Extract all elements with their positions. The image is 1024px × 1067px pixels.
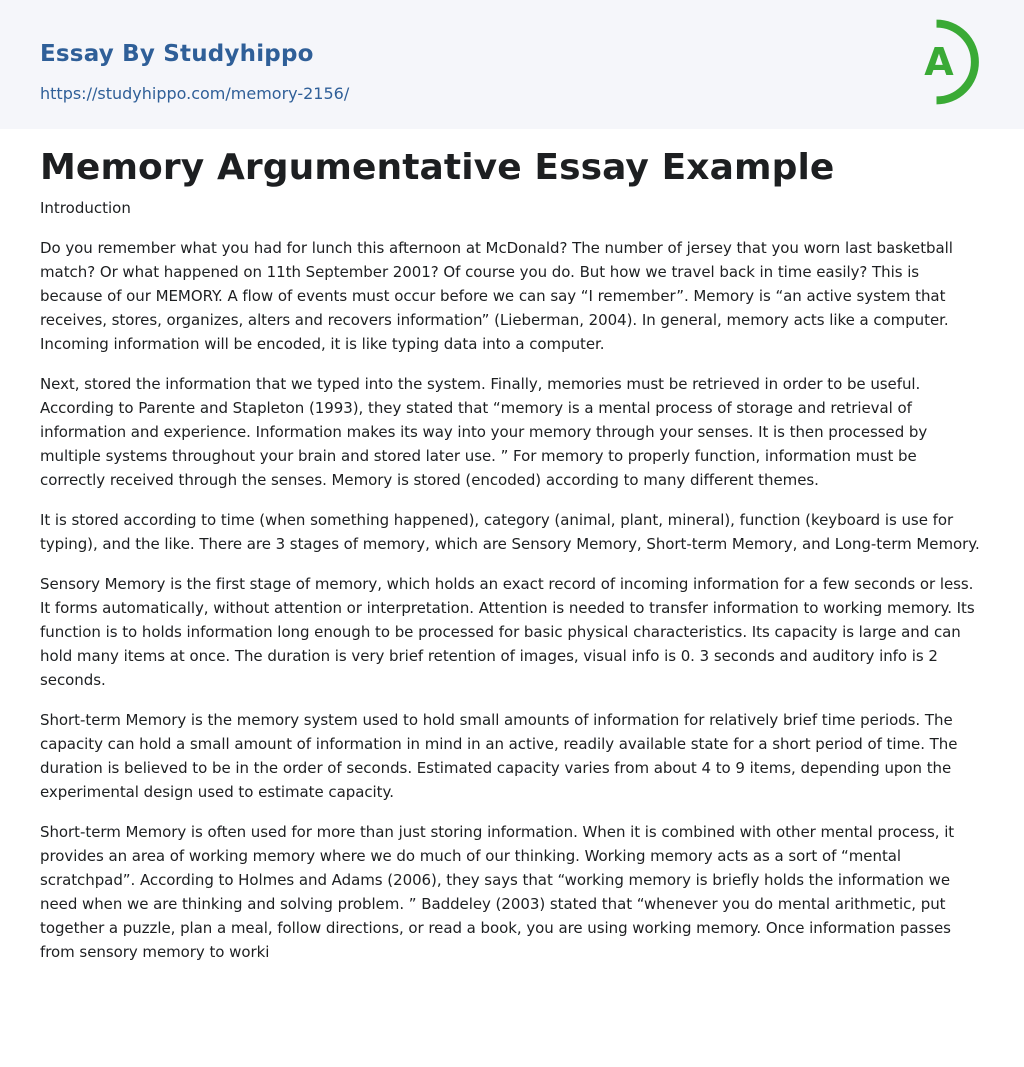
site-title-link[interactable]: Essay By Studyhippo <box>40 41 314 67</box>
logo-letter: A <box>924 40 954 84</box>
paragraph: Sensory Memory is the first stage of memory, which holds an exact record of incoming information for a few seconds or less. It forms automatically, without attention or interpretation. Attention is needed to transfer information to working memory. Its function is to holds information long enough to be processed for basic physical characteristics. Its capacity is large and can hold many items at once. The duration is very brief retention of images, visual info is 0. 3 seconds and auditory info is 2 seconds. <box>40 575 975 689</box>
page-title: Memory Argumentative Essay Example <box>40 147 835 188</box>
paragraph: Short-term Memory is the memory system used to hold small amounts of information for relatively brief time periods. The capacity can hold a small amount of information in mind in an active, readily available state for a short period of time. The duration is believed to be in the order of seconds. Estimated capacity varies from about 4 to 9 items, depending upon the experimental design used to estimate capacity. <box>40 711 958 801</box>
paragraph: Do you remember what you had for lunch this afternoon at McDonald? The number of jersey that you worn last basketball match? Or what happened on 11th September 2001? Of course you do. But how we travel back in time easily? This is because of our MEMORY. A flow of events must occur before we can say “I remember”. Memory is “an active system that receives, stores, organizes, alters and recovers information” (Lieberman, 2004). In general, memory acts like a computer. Incoming information will be encoded, it is like typing data into a computer. <box>40 239 953 353</box>
paragraph: Next, stored the information that we typed into the system. Finally, memories must be retrieved in order to be useful. According to Parente and Stapleton (1993), they stated that “memory is a mental process of storage and retrieval of information and experience. Information makes its way into your memory through your senses. It is then processed by multiple systems throughout your brain and stored later use. ” For memory to properly function, information must be correctly received through the senses. Memory is stored (encoded) according to many different themes. <box>40 375 928 489</box>
article-body <box>0 129 1024 964</box>
paragraph: Short-term Memory is often used for more than just storing information. When it is combined with other mental process, it provides an area of working memory where we do much of our thinking. Working memory acts as a sort of “mental scratchpad”. According to Holmes and Adams (2006), they says that “working memory is briefly holds the information we need when we are thinking and solving problem. ” Baddeley (2003) stated that “whenever you do mental arithmetic, put together a puzzle, plan a meal, follow directions, or read a book, you are using working memory. Once information passes from sensory memory to worki <box>40 823 955 961</box>
site-logo-icon[interactable] <box>912 19 986 105</box>
section-label: Introduction <box>40 199 131 217</box>
paragraph: It is stored according to time (when something happened), category (animal, plant, mineral), function (keyboard is use for typing), and the like. There are 3 stages of memory, which are Sensory Memory, Short-term Memory, and Long-term Memory. <box>40 511 980 553</box>
site-header <box>0 0 1024 129</box>
page-url-link[interactable]: https://studyhippo.com/memory-2156/ <box>40 84 350 103</box>
